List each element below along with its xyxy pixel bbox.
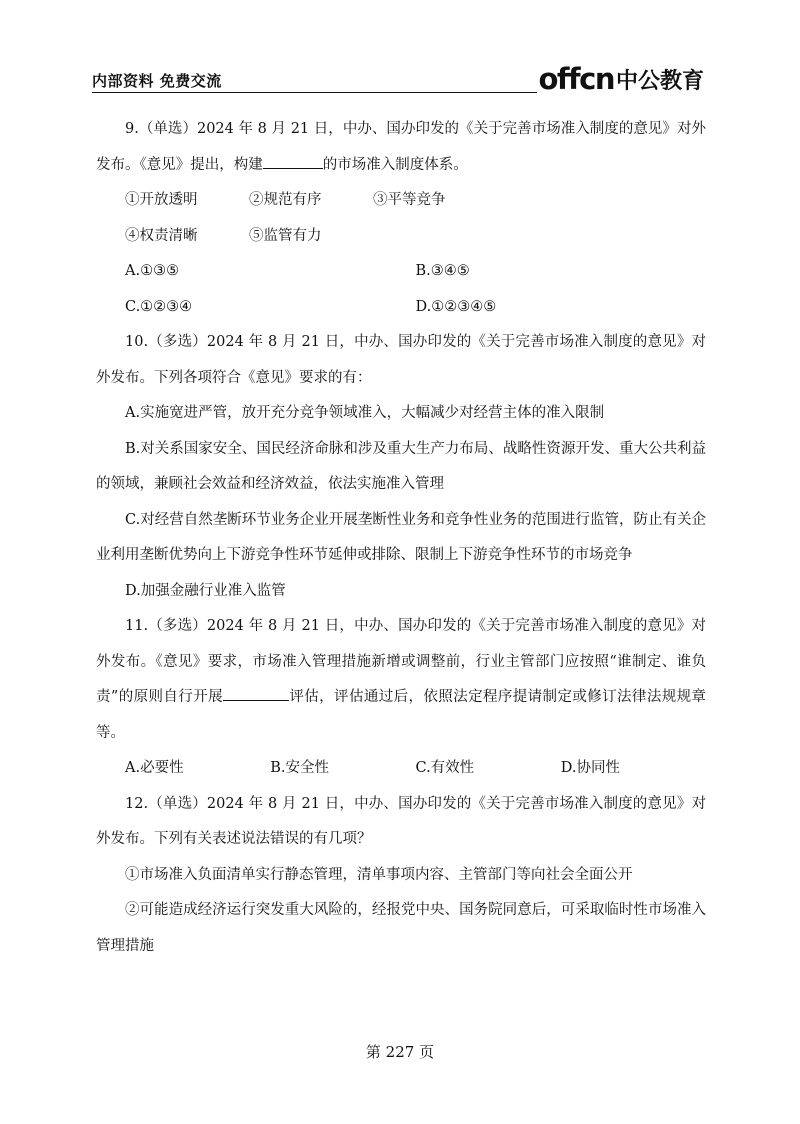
q11-option-b: B.安全性 xyxy=(270,760,330,776)
offcn-logo xyxy=(538,62,704,94)
q11-stem: 11.（多选）2024 年 8 月 21 日，中办、国办印发的《关于完善市场准入制度的意见》对外发布。《意见》要求，市场准入管理措施新增或调整前，行业主管部门应按照“谁制定、谁负责”的原则自行开展 评估，评估通过后，依照法定程序提请制定或修订法律法规规章等。 xyxy=(96,618,706,741)
q9-item: ①开放透明 xyxy=(125,192,198,208)
q11-option-c: C.有效性 xyxy=(415,760,475,776)
q11-options xyxy=(96,751,706,787)
q9-item: ⑤监管有力 xyxy=(249,227,322,244)
logo-en-text: offcn xyxy=(538,62,614,96)
header-rule xyxy=(92,92,537,93)
q9-items-row1 xyxy=(96,183,706,219)
q9-options-cd xyxy=(96,290,706,326)
q10-option-a: A.实施宽进严管，放开充分竞争领域准入，大幅减少对经营主体的准入限制 xyxy=(125,405,605,421)
page-header xyxy=(92,62,704,96)
q9-option-c: C.①②③④ xyxy=(125,298,193,315)
q10-option-d: D.加强金融行业准入监管 xyxy=(125,582,286,599)
q11-blank xyxy=(223,700,289,701)
q9-item: ④权责清晰 xyxy=(125,227,198,244)
q10-option-c: C.对经营自然垄断环节业务企业开展垄断性业务和竞争性业务的范围进行监管，防止有关企业利用垄断优势向上下游竞争性环节延伸或排除、限制上下游竞争性环节的市场竞争 xyxy=(96,511,706,563)
q9-item: ②规范有序 xyxy=(249,192,322,208)
q9-item: ③平等竞争 xyxy=(373,192,446,208)
q11-option-a: A.必要性 xyxy=(125,760,184,776)
q9-stem: 9.（单选）2024 年 8 月 21 日，中办、国办印发的《关于完善市场准入制度的意见》对外发布。《意见》提出，构建 的市场准入制度体系。 xyxy=(96,121,706,173)
q9-options-ab xyxy=(96,254,706,290)
q11-option-d: D.协同性 xyxy=(560,760,620,776)
page-content xyxy=(96,112,706,964)
q9-option-b: B.③④⑤ xyxy=(415,263,470,279)
q9-blank xyxy=(263,168,323,169)
page-number: 第 227 页 xyxy=(365,1043,435,1061)
q12-item-2: ②可能造成经济运行突发重大风险的，经报党中央、国务院同意后，可采取临时性市场准入管理措施 xyxy=(96,902,706,954)
header-left-text: 内部资料 免费交流 xyxy=(92,72,222,90)
q12-item-1: ①市场准入负面清单实行静态管理，清单事项内容、主管部门等向社会全面公开 xyxy=(125,866,633,883)
logo-cn-text: 中公教育 xyxy=(615,68,704,94)
q9-items-row2 xyxy=(96,219,706,255)
q10-stem: 10.（多选）2024 年 8 月 21 日，中办、国办印发的《关于完善市场准入制度的意见》对外发布。下列各项符合《意见》要求的有： xyxy=(96,334,706,386)
q9-option-a: A.①③⑤ xyxy=(125,263,180,279)
q10-option-b: B.对关系国家安全、国民经济命脉和涉及重大生产力布局、战略性资源开发、重大公共利益的领域，兼顾社会效益和经济效益，依法实施准入管理 xyxy=(96,440,706,492)
q9-option-d: D.①②③④⑤ xyxy=(415,298,497,315)
q12-stem: 12.（单选）2024 年 8 月 21 日，中办、国办印发的《关于完善市场准入制度的意见》对外发布。下列有关表述说法错误的有几项？ xyxy=(96,795,706,847)
